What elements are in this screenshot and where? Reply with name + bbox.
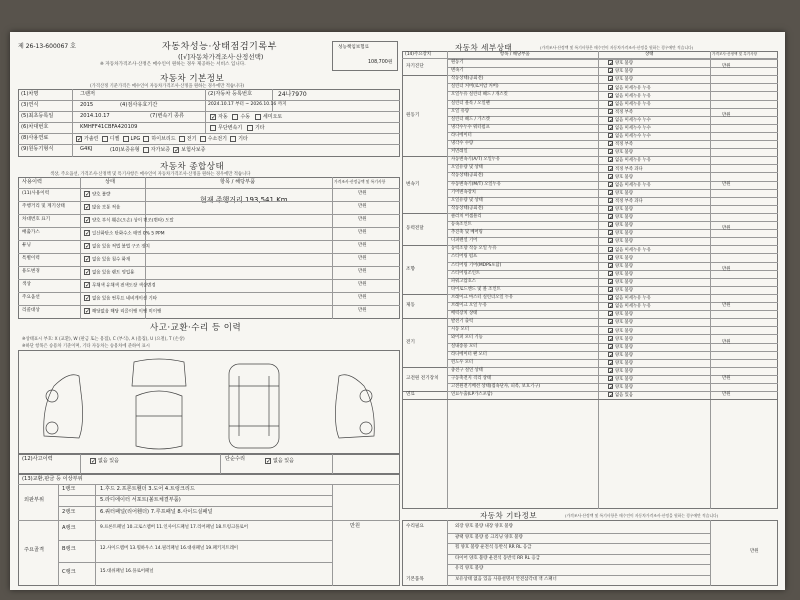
detail-item-label: 고전원전기배선 상태(접속단자, 피복, 보호기구) (451, 384, 541, 389)
detail-item-state: ✓ 양호 불량 (608, 263, 633, 269)
checkbox-icon (608, 271, 613, 276)
summary-row-unit: 만원 (358, 230, 367, 235)
checkbox-icon (230, 136, 236, 142)
outer-part-label: 외판부위 (24, 497, 45, 503)
transmission-options: ✓ 자동 수동 세미오토 (210, 113, 282, 120)
detail-item-label: 커먼레일 (451, 149, 468, 155)
detail-item-state: ✓ 없음 미세누유 누유 (608, 101, 651, 107)
summary-row-line (18, 279, 400, 280)
checkbox-icon (608, 109, 613, 114)
detail-item-label: 타이로드엔드 및 볼 조인트 (451, 286, 501, 292)
checkbox-icon (608, 93, 613, 98)
damage-table-title: (13)교환,판금 등 이상부위 (22, 476, 83, 482)
warranty-options: (10)보증유형 자가보증 ✓ 보험사보증 (110, 146, 205, 153)
damage-unit: 만원 (350, 523, 361, 529)
vin-label: (6)차대번호 (21, 124, 49, 130)
detail-item-label: 라디에이터 팬 모터 (451, 351, 487, 357)
detail-item-state: ✓ 양호 불량 (608, 60, 633, 66)
car-top-view (136, 391, 182, 449)
summary-row-line (18, 253, 400, 254)
detail-item-label: 클러치 어셈블리 (451, 213, 482, 219)
detail-item-state: ✓ 양호 불량 (608, 190, 633, 196)
summary-row-unit: 만원 (358, 269, 367, 274)
other-row-label: 수리필요 (406, 524, 424, 529)
detail-item-label: 스티어링 펌프 (451, 254, 478, 260)
summary-row-label: 특별이력 (22, 256, 40, 261)
transmission-label: (7)변속기 종류 (150, 113, 185, 119)
detail-item-label: 오일누유 실린더 헤드 / 개스킷 (451, 92, 508, 98)
summary-col-state: 상태 (105, 179, 116, 185)
checkbox-icon (143, 147, 149, 153)
detail-group-unit: 만원 (722, 112, 731, 118)
other-row-items: 휠 양호 불량 운전석 동반석 RR RL 응급 (455, 545, 532, 550)
summary-col-price: 가격조사·산정금액 및 특기사항 (334, 179, 386, 184)
reg-number-label: (2)자동차 등록번호 (208, 91, 253, 97)
document-title: 자동차성능·상태점검기록부 (162, 42, 277, 52)
detail-item-state: ✓ 없음 미세누유 누유 (608, 247, 651, 253)
detail-item-state: ✓ 적정 부족 과다 (608, 198, 643, 204)
detail-item-state: ✓ 양호 불량 (608, 360, 633, 366)
detail-title: 자동차 세부상태 (455, 43, 513, 52)
summary-row-line (18, 266, 400, 267)
checkbox-icon (123, 136, 129, 142)
summary-row-line (18, 292, 400, 293)
detail-item-state: ✓ 적정 부족 과다 (608, 166, 643, 172)
checkbox-icon (608, 157, 613, 162)
checkbox-icon (608, 247, 613, 252)
checkbox-icon (608, 133, 613, 138)
detail-group-label: 자기진단 (406, 64, 424, 70)
main-rank-c-items: 15.대쉬패널 16.플로어패널 (100, 569, 154, 574)
checkbox-icon (608, 117, 613, 122)
other-row-line (447, 554, 710, 555)
summary-row-line (18, 188, 400, 189)
detail-item-label: 실린더 헤드 / 가스켓 (451, 116, 490, 122)
checkbox-icon (608, 392, 613, 397)
detail-group-label: 변속기 (406, 181, 420, 187)
other-row-items: 보유상태 없음 있음 사용설명서 안전삼각대 잭 스패너 (455, 576, 557, 582)
detail-item-label: 수동변속기(M/T) 오일누유 (451, 181, 501, 187)
detail-item-state: ✓ 없음 미세누수 누수 (608, 133, 651, 139)
detail-item-label: 실린더 블록 / 오일팬 (451, 100, 490, 106)
checkbox-icon (84, 295, 90, 301)
detail-item-label: 오일 유량 (451, 108, 469, 114)
detail-item-state: ✓ 양호 불량 (608, 206, 633, 212)
summary-row-unit: 만원 (358, 256, 367, 261)
detail-note: (가격조사·산정액 및 특기사항은 매수인이 자동차가격조사·산정을 원하는 경우에만 적습니다) (540, 45, 694, 50)
car-frame-view (229, 364, 279, 448)
detail-item-state: ✓ 양호 불량 (608, 384, 633, 390)
summary-row-unit: 만원 (358, 282, 367, 287)
detail-item-state: ✓ 적정 부족 (608, 109, 633, 115)
checkbox-icon (210, 125, 216, 131)
detail-item-state: ✓ 없음 미세누유 누유 (608, 295, 651, 301)
detail-item-state: ✓ 없음 미세누유 누유 (608, 303, 651, 309)
checkbox-icon (608, 68, 613, 73)
detail-item-label: 냉각수 수량 (451, 141, 474, 146)
detail-item-label: 라디에이터 (451, 132, 472, 138)
detail-item-state: ✓ 양호 불량 (608, 174, 633, 180)
summary-row-options: ✓ 무채색 유채색 전색도장 색상변경 (84, 282, 156, 289)
accident-history-row (18, 454, 400, 474)
checkbox-icon (608, 206, 613, 211)
mileage-value: 현재 주행거리 193,541 Km (200, 196, 288, 204)
detail-group-unit: 만원 (722, 392, 731, 398)
fuel-label: (8)사용연료 (21, 135, 49, 141)
detail-item-state: ✓ 양호 불량 (608, 230, 633, 236)
detail-group-line (402, 399, 778, 400)
outer-rank-1: 1랭크 (62, 486, 76, 492)
checkbox-icon (608, 214, 613, 219)
other-note: (가격조사·산정액 및 특기사항은 매수인이 자동차가격조사·산정을 원하는 경우에만 적습니다) (565, 513, 719, 518)
inspection-validity-value: 2024.10.17 부터 ~ 2026.10.16 까지 (208, 102, 287, 107)
detail-item-label: 등속조인트 (451, 222, 472, 227)
detail-group-label: 고전원 전기장치 (406, 375, 439, 381)
detail-group-label: 연료 (406, 392, 415, 398)
detail-item-state: ✓ 없음 미세누유 누유 (608, 93, 651, 99)
checkbox-icon (608, 76, 613, 81)
checkbox-icon (84, 243, 90, 249)
document-number: 제 26-13-600067 호 (18, 43, 76, 50)
summary-row-options: ✓ 양호 부식 훼손(오손) 상이 변조(변타) 도말 (84, 217, 174, 224)
summary-row-label: 배출가스 (22, 230, 40, 235)
detail-col-item: 항목 / 해당부품 (500, 52, 530, 57)
checkbox-icon (143, 136, 149, 142)
accident-legend-2: ※하단 항목은 승용차 기준이며, 기타 자동차는 승용차에 준하여 표시 (22, 344, 150, 349)
checkbox-icon (179, 136, 185, 142)
other-row-line (447, 575, 710, 576)
detail-item-state: ✓ 없음 미세누유 누유 (608, 182, 651, 188)
summary-row-label: (11)사용이력 (22, 191, 50, 196)
detail-item-state: ✓ 양호 불량 (608, 76, 633, 82)
detail-item-state: ✓ 없음 미세누유 누유 (608, 157, 651, 163)
summary-row-unit: 만원 (358, 204, 367, 209)
other-row-line (447, 564, 710, 565)
checkbox-icon (608, 60, 613, 65)
summary-row-options: ✓ 양호 불량 (84, 191, 110, 198)
fuel-options: ✓ 가솔린 디젤 LPG 하이브리드 전기 수소전기 기타 (76, 135, 248, 142)
outer-rank-2: 2랭크 (62, 509, 76, 515)
detail-item-label: 와이퍼 모터 기능 (451, 335, 483, 341)
detail-group-unit: 만원 (722, 64, 731, 70)
outer-rank-2-items: 6.쿼터패널(리어휀더) 7.루프패널 8.사이드실패널 (100, 509, 213, 515)
detail-item-label: 충전구 절연 상태 (451, 367, 483, 373)
detail-item-state: ✓ 없음 있음 (608, 392, 633, 398)
checkbox-icon (608, 198, 613, 203)
checkbox-icon (608, 141, 613, 146)
checkbox-icon (232, 114, 238, 120)
document-notice: ※ 자동차가격조사·산정은 매수인이 원하는 경우 제공하는 서비스 입니다. (100, 62, 246, 67)
main-rank-b-items: 12.사이드멤버 13.휠하우스 14.필러패널 16.대쉬패널 19.패키지트레이 (100, 546, 239, 551)
detail-col-price: 가격조사·산정액 및 특기사항 (712, 52, 758, 56)
insurance-fee-label: 성능책임보험료 (338, 45, 370, 50)
other-row-line (447, 533, 710, 534)
detail-item-label: 디퍼렌셜 기어 (451, 238, 478, 244)
detail-group-unit: 만원 (722, 181, 731, 187)
detail-item-state: ✓ 양호 불량 (608, 319, 633, 325)
detail-item-state: ✓ 양호 불량 (608, 311, 633, 317)
checkbox-icon (608, 344, 613, 349)
checkbox-icon (84, 308, 90, 314)
other-row-items: 광택 양호 불량 룸 크리닝 양호 불량 (455, 534, 523, 540)
detail-item-label: 냉각수누수 워터펌프 (451, 124, 490, 130)
checkbox-icon (102, 136, 108, 142)
detail-item-label: 작동상태(공회전) (451, 76, 484, 82)
main-rank-a-items: 9.프론트패널 10.크로스멤버 11.인사이드패널 17.리어패널 18.트렁크플로어 (100, 525, 248, 530)
detail-group-label: 조향 (406, 266, 415, 272)
detail-item-state: ✓ 양호 불량 (608, 149, 633, 155)
checkbox-icon (608, 166, 613, 171)
detail-item-state: ✓ 양호 불량 (608, 344, 633, 350)
summary-col-detail: 항목 / 해당부품 (220, 179, 256, 185)
checkbox-icon (210, 114, 216, 120)
detail-group-unit: 만원 (722, 226, 731, 232)
detail-item-label: 브레이크 오일 누유 (451, 303, 487, 308)
detail-item-label: 연료누출(LP가스포함) (451, 392, 493, 398)
detail-item-label: 브레이크 마스터 실린더오일 누유 (451, 294, 514, 300)
summary-row-unit: 만원 (358, 217, 367, 222)
detail-item-state: ✓ 없음 미세누유 누유 (608, 85, 651, 91)
summary-row-line (18, 240, 400, 241)
other-row-label: 기본품목 (406, 576, 424, 582)
detail-item-state: ✓ 양호 불량 (608, 271, 633, 277)
checkbox-icon (608, 287, 613, 292)
basic-info-title: 자동차 기본정보 (160, 74, 225, 84)
reg-number-value: 24나7970 (278, 91, 307, 98)
outer-rank-1-items-2: 5.라디에이터 서포트(볼트체결부품) (100, 497, 181, 503)
summary-col-use: 사용이력 (22, 179, 43, 185)
detail-item-label: 변속기 (451, 68, 464, 74)
detail-item-label: 스티어링 기어(MDPS포함) (451, 262, 502, 268)
detail-item-state: ✓ 양호 불량 (608, 222, 633, 228)
detail-item-label: 추진축 및 베어링 (451, 230, 483, 236)
inspection-document (10, 32, 785, 590)
checkbox-icon (608, 174, 613, 179)
detail-item-state: ✓ 양호 불량 (608, 255, 633, 261)
inspection-validity-label: (4)검사유효기간 (120, 102, 158, 108)
checkbox-icon (608, 311, 613, 316)
simple-repair-value: ✓ 없음 있음 (265, 457, 294, 464)
transmission-options-2: 무단변속기 기타 (210, 124, 265, 131)
checkbox-icon (608, 125, 613, 130)
engine-type-value: G4KJ (80, 146, 93, 152)
checkbox-icon (608, 352, 613, 357)
accident-title: 사고·교환·수리 등 이력 (150, 323, 242, 333)
main-frame-label: 주요골격 (24, 547, 45, 553)
engine-type-label: (9)원동기형식 (21, 146, 54, 152)
checkbox-icon (608, 149, 613, 154)
checkbox-icon (84, 191, 90, 197)
checkbox-icon (608, 190, 613, 195)
first-reg-label: (5)최초등록일 (21, 113, 54, 119)
checkbox-icon (608, 336, 613, 341)
detail-item-state: ✓ 양호 불량 (608, 214, 633, 220)
detail-item-label: 동력조향 작동 오일 누유 (451, 246, 497, 252)
summary-row-options: ✓ 해당없음 해당 리콜이행 이행 미이행 (84, 308, 161, 315)
summary-row-options: ✓ 없음 있음 렌트 영업용 (84, 269, 134, 276)
detail-item-label: 원동기 (451, 60, 464, 65)
checkbox-icon (608, 230, 613, 235)
checkbox-icon (608, 319, 613, 324)
detail-item-label: 발전기 출력 (451, 319, 474, 325)
detail-item-label: 실내송풍 모터 (451, 343, 478, 349)
other-row-items: 타이어 양호 불량 운전석 동반석 RR RL 응급 (455, 555, 540, 561)
checkbox-icon (84, 230, 90, 236)
summary-note: 색상, 주요옵션, 가격조사·산정액 및 특기사항은 매수인이 자동차가격조사·산정을 원하는 경우에만 적습니다 (50, 172, 251, 177)
checkbox-icon (608, 368, 613, 373)
checkbox-icon (255, 114, 261, 120)
car-front-view (132, 359, 186, 386)
summary-row-unit: 만원 (358, 243, 367, 248)
checkbox-icon (608, 263, 613, 268)
detail-item-label: 시동 모터 (451, 327, 469, 333)
summary-row-line (18, 201, 400, 202)
checkbox-icon (76, 136, 82, 142)
summary-row-line (18, 214, 400, 215)
detail-item-label: 오일유량 및 상태 (451, 165, 483, 171)
detail-item-state: ✓ 없음 미세누수 누수 (608, 125, 651, 131)
detail-item-label: 배력장치 상태 (451, 311, 478, 317)
model-year-value: 2015 (80, 102, 94, 108)
detail-group-label: 제동 (406, 303, 415, 309)
summary-row-options: ✓ 없음 있음 적법 불법 구조 장치 (84, 243, 150, 250)
simple-repair-label: 단순수리 (225, 456, 246, 462)
checkbox-icon (247, 125, 253, 131)
summary-row-line (18, 305, 400, 306)
other-unit: 만원 (750, 549, 759, 554)
other-row-items: 외장 양호 불량 내장 양호 불량 (455, 524, 513, 529)
detail-group-label: 원동기 (406, 112, 420, 118)
detail-item-state: ✓ 양호 불량 (608, 368, 633, 374)
checkbox-icon (608, 238, 613, 243)
detail-item-state: ✓ 적정 부족 (608, 141, 633, 147)
accident-history-value: ✓ 없음 있음 (90, 457, 119, 464)
summary-row-label: 색상 (22, 282, 31, 287)
car-name-label: (1)차명 (21, 91, 39, 97)
checkbox-icon (608, 182, 613, 187)
document-subtitle: ([√]자동차가격조사·산정선택) (178, 53, 264, 61)
summary-title: 자동차 종합상태 (160, 162, 225, 172)
main-rank-c: C랭크 (62, 569, 76, 575)
detail-group-unit: 만원 (722, 303, 731, 309)
summary-row-unit: 만원 (358, 295, 367, 300)
detail-item-label: 윈도우 모터 (451, 359, 474, 365)
checkbox-icon (200, 136, 206, 142)
checkbox-icon (608, 303, 613, 308)
main-rank-b: B랭크 (62, 546, 76, 552)
detail-item-state: ✓ 양호 불량 (608, 68, 633, 74)
car-diagrams (24, 356, 394, 452)
summary-row-label: 차대번호 표기 (22, 217, 51, 222)
checkbox-icon (90, 458, 96, 464)
summary-row-unit: 만원 (358, 191, 367, 196)
checkbox-icon (84, 204, 90, 210)
checkbox-icon (84, 256, 90, 262)
detail-item-state: ✓ 양호 불량 (608, 287, 633, 293)
summary-row-unit: 만원 (358, 308, 367, 313)
summary-row-label: 리콜대상 (22, 308, 40, 313)
detail-item-label: 오일유량 및 상태 (451, 197, 483, 203)
detail-col-state: 상태 (645, 52, 654, 57)
checkbox-icon (608, 85, 613, 90)
detail-item-label: 스티어링조인트 (451, 270, 481, 276)
first-reg-value: 2014.10.17 (80, 113, 110, 119)
detail-item-label: 작동상태(공회전) (451, 205, 484, 211)
checkbox-icon (608, 279, 613, 284)
checkbox-icon (608, 255, 613, 260)
vin-value: KMHFF41CBFA420109 (80, 124, 138, 130)
checkbox-icon (608, 295, 613, 300)
main-rank-a: A랭크 (62, 525, 76, 531)
checkbox-icon (84, 282, 90, 288)
detail-group-unit: 만원 (722, 375, 731, 381)
detail-group-unit: 만원 (722, 266, 731, 272)
car-right-side-view (335, 375, 374, 438)
checkbox-icon (608, 101, 613, 106)
checkbox-icon (608, 222, 613, 227)
summary-row-line (18, 227, 400, 228)
accident-legend-1: ※상태표시 부호: X (교환), W (판금 또는 용접), C (부식), A (흠집), U (요철), T (손상) (22, 337, 185, 342)
detail-item-label: 자동변속기(A/T) 오일누유 (451, 157, 501, 163)
checkbox-icon (84, 269, 90, 275)
detail-group-label: 동력전달 (406, 226, 424, 232)
outer-rank-1-items: 1.후드 2.프론트휀더 3.도어 4.트렁크리드 (100, 486, 195, 492)
summary-row-label: 튜닝 (22, 243, 31, 248)
summary-row-options: ✓ 많음 보통 적음 (84, 204, 120, 211)
car-left-side-view (44, 375, 83, 438)
detail-item-label: 작동상태(공회전) (451, 173, 484, 179)
detail-item-state: ✓ 양호 불량 (608, 238, 633, 244)
summary-row-options: ✓ 없음 있음 침수 화재 (84, 256, 130, 263)
checkbox-icon (608, 328, 613, 333)
other-row-items: 유리 양호 불량 (455, 566, 484, 571)
summary-row-options: ✓ 없음 있음 썬루프 네비게이션 기타 (84, 295, 157, 302)
detail-item-state: ✓ 없음 미세누수 누수 (608, 117, 651, 123)
detail-col-main: (14)주요장치 (405, 52, 431, 57)
detail-item-label: 실린더 커버(로커암 커버) (451, 84, 499, 90)
insurance-fee-value: 108,700원 (368, 60, 393, 65)
other-title: 자동차 기타정보 (480, 511, 538, 520)
checkbox-icon (608, 360, 613, 365)
summary-row-options: ✓ 일산화탄소 탄화수소 매연 0% 5 PPM (84, 230, 164, 237)
summary-row-label: 주행거리 및 계기상태 (22, 204, 65, 209)
detail-item-state: ✓ 양호 불량 (608, 336, 633, 342)
checkbox-icon (608, 376, 613, 381)
detail-group-label: 전기 (406, 339, 415, 345)
accident-history-label: (12)사고이력 (22, 456, 53, 462)
checkbox-icon (173, 147, 179, 153)
detail-item-state: ✓ 양호 불량 (608, 328, 633, 334)
detail-group-unit: 만원 (722, 339, 731, 345)
detail-item-state: ✓ 양호 불량 (608, 376, 633, 382)
detail-item-label: 파워고압호스 (451, 278, 476, 284)
other-row-line (447, 543, 710, 544)
summary-row-label: 주요옵션 (22, 295, 40, 300)
model-year-label: (3)연식 (21, 102, 39, 108)
car-name-value: 그랜저 (80, 91, 96, 97)
checkbox-icon (265, 458, 271, 464)
detail-item-state: ✓ 양호 불량 (608, 352, 633, 358)
summary-row-label: 용도변경 (22, 269, 40, 274)
detail-item-label: 구동축전지 격리 상태 (451, 375, 492, 381)
basic-info-note: (가격산정 기준가격은 매수인이 자동차가격조사·산정을 원하는 경우에만 적습니다) (90, 84, 245, 89)
detail-item-state: ✓ 양호 불량 (608, 279, 633, 285)
checkbox-icon (608, 384, 613, 389)
detail-item-label: 기어변속장치 (451, 189, 476, 195)
checkbox-icon (84, 217, 90, 223)
